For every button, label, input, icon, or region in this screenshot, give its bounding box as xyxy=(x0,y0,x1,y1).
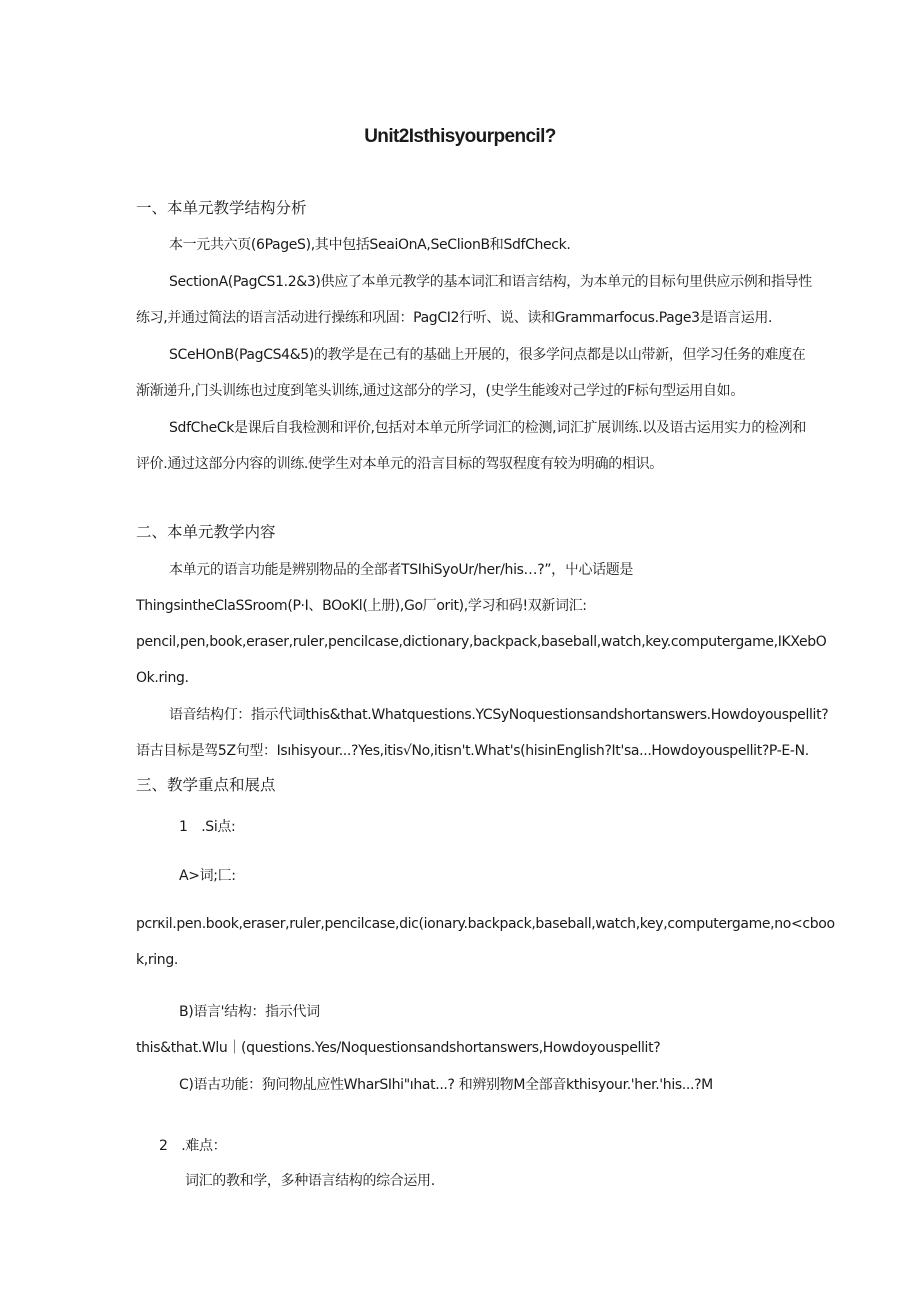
section-2-structure-line: 语音结构仃：指示代词this&that.Whatquestions.YCSyNoquestionsandshortanswers.Howdoyouspellit? xyxy=(169,707,829,723)
difficulties-label: 2 .难点： xyxy=(159,1138,227,1154)
vocabulary-label: A>词;匚: xyxy=(179,868,236,884)
function-line: C)语古功能：狗问物乩应性WharSIhi"ıhat...? 和辨别物M全部音kthisyour.'her.'his...?M xyxy=(179,1077,713,1093)
document-title: Unit2Isthisyourpencil? xyxy=(364,126,556,147)
section-2-heading: 二、本单元教学内容 xyxy=(136,523,276,541)
section-1-paragraph-2-line-1: SectionA(PagCS1.2&3)供应了本单元教学的基本词汇和语言结构，为本单元的目标句里供应示例和指导性 xyxy=(169,274,812,290)
section-2-line-1: 本单元的语言功能是辨别物品的全部者TSIhiSyoUr/her/his…?”，屮心话题是 xyxy=(169,562,634,578)
section-1-paragraph-2-line-2: 练习,并通过简法的语言活动进行操练和巩固：PagCI2行听、说、读和Grammarfocus.Page3是语言运用. xyxy=(136,310,773,326)
difficulties-line: 词汇的教和学，多种语言结构的综合运用. xyxy=(185,1173,435,1189)
section-2-line-2: ThingsintheClaSSroom(P·I、BOoKl(上册),Go厂orit),学习和码!双新词汇: xyxy=(136,598,587,614)
key-points-label: 1 .Si点: xyxy=(179,819,236,835)
section-2-target-line: 语古目标是驾5Z句型：Isıhisyour...?Yes,itis√No,itisn't.What's(hisinEnglish?It'sa...Howdoyouspellit?P-E-N. xyxy=(136,743,809,759)
section-1-paragraph-1: 本一元共六页(6PageS),其中包括SeaiOnA,SeClionB和SdfCheck. xyxy=(169,237,571,253)
structure-label: B)语言'结构：指示代词 xyxy=(179,1004,320,1020)
section-1-heading: 一、本单元教学结构分析 xyxy=(136,199,307,217)
key-vocabulary-line-1: pcrκil.pen.book,eraser,ruler,pencilcase,dic(ionary.backpack,baseball,watch,key,computergame,no<cboo xyxy=(136,916,835,932)
section-1-paragraph-4-line-2: 评价.通过这部分内容的训练.使学生对本单元的沿言目标的驾驭程度有较为明确的相识。 xyxy=(136,456,663,472)
section-2-vocabulary-line-1: pencil,pen,book,eraser,ruler,pencilcase,dictionary,backpack,baseball,watch,key.computergame,IKXebO xyxy=(136,634,827,650)
section-1-paragraph-4-line-1: SdfCheCk是课后自我检测和评价,包括对本单元所学词汇的检测,词汇扩展训练.以及语古运用实力的检冽和 xyxy=(169,420,806,436)
structure-line: this&that.Wlu｜(questions.Yes/Noquestionsandshortanswers,Howdoyouspellit? xyxy=(136,1040,661,1056)
key-vocabulary-line-2: k,ring. xyxy=(136,952,178,968)
section-3-heading: 三、教学重点和展点 xyxy=(136,776,276,794)
section-2-vocabulary-line-2: Ok.ring. xyxy=(136,670,189,686)
section-1-paragraph-3-line-1: SCeHOnB(PagCS4&5)的教学是在己有的基础上开展的，很多学问点都是以山带新，但学习任务的难度在 xyxy=(169,347,806,363)
section-1-paragraph-3-line-2: 渐渐递升,门头训练也过度到笔头训练,通过这部分的学习，(史学生能竣对己学过的F标句型运用自如。 xyxy=(136,383,744,399)
